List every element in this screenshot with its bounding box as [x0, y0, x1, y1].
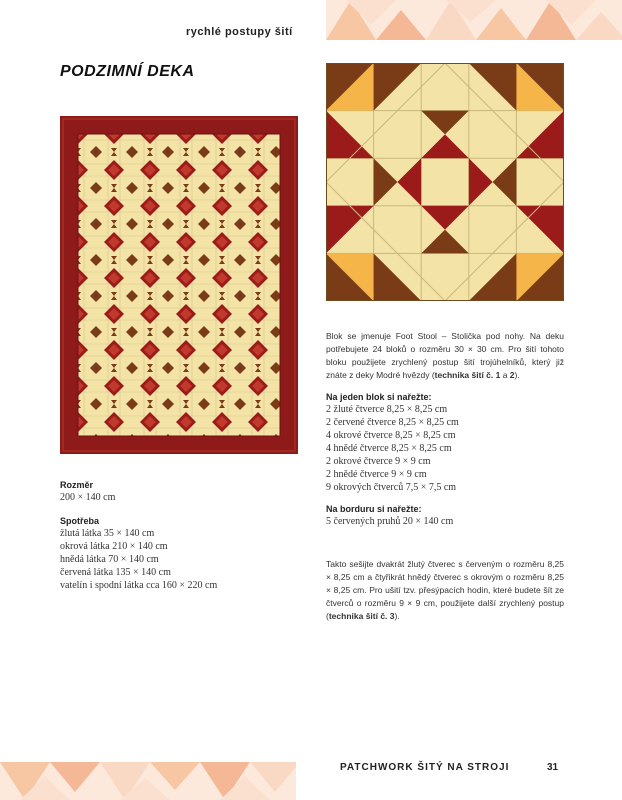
- list-item: 4 hnědé čtverce 8,25 × 8,25 cm: [326, 443, 452, 454]
- usage-heading: Spotřeba: [60, 516, 100, 526]
- list-item: okrová látka 210 × 140 cm: [60, 541, 168, 552]
- decorative-pattern-bottom: [0, 762, 296, 800]
- intro-paragraph: Blok se jmenuje Foot Stool – Stolička pod nohy. Na deku potřebujete 24 bloků o rozměru 30 × 30 cm. Pro šití tohoto bloku použijete zrychlený postup šití trojúhelníků, který již znáte z deky Modré hvězdy (technika šití č. 1 a 2).: [326, 331, 564, 380]
- list-item: 2 okrové čtverce 9 × 9 cm: [326, 456, 431, 467]
- instructions-column: [326, 330, 564, 623]
- usage-list: [60, 527, 300, 592]
- list-item: 2 žluté čtverce 8,25 × 8,25 cm: [326, 404, 448, 415]
- footer-book-title: PATCHWORK ŠITÝ NA STROJI: [340, 762, 510, 773]
- quilt-illustration: [60, 116, 298, 454]
- list-item: 2 hnědé čtverce 9 × 9 cm: [326, 469, 427, 480]
- size-value: 200 × 140 cm: [60, 492, 116, 503]
- technique-reference: 2: [509, 370, 515, 380]
- list-item: 2 červené čtverce 8,25 × 8,25 cm: [326, 417, 459, 428]
- list-item: žlutá látka 35 × 140 cm: [60, 528, 155, 539]
- page-title: PODZIMNÍ DEKA: [60, 63, 195, 80]
- page-number: 31: [547, 762, 559, 773]
- materials-column: [60, 480, 300, 592]
- cut-block-list: [326, 403, 564, 494]
- decorative-pattern-top: [326, 0, 622, 40]
- cut-border-list: [326, 515, 564, 528]
- list-item: hnědá látka 70 × 140 cm: [60, 554, 159, 565]
- running-head: rychlé postupy šití: [186, 26, 293, 38]
- list-item: červená látka 135 × 140 cm: [60, 567, 171, 578]
- size-heading: Rozměr: [60, 480, 94, 490]
- sewing-paragraph: Takto sešijte dvakrát žlutý čtverec s červeným o rozměru 8,25 × 8,25 cm a čtyřikrát hnědý čtverec s okrovým o rozměru 8,25 × 8,25 cm. Pro ušití tzv. přesýpacích hodin, které budete šít ze čtverců o rozměru 9 × 9 cm, použijete další zrychlený postup (technika šití č. 3).: [326, 559, 564, 621]
- technique-reference: technika šití č. 3: [328, 611, 395, 621]
- list-item: vatelín i spodní látka cca 160 × 220 cm: [60, 580, 218, 591]
- cut-block-heading: Na jeden blok si nařežte:: [326, 392, 432, 402]
- technique-reference: technika šití č. 1: [434, 370, 501, 380]
- block-illustration: [326, 63, 564, 301]
- list-item: 9 okrových čtverců 7,5 × 7,5 cm: [326, 482, 457, 493]
- cut-border-heading: Na borduru si nařežte:: [326, 504, 422, 514]
- list-item: 5 červených pruhů 20 × 140 cm: [326, 516, 454, 527]
- list-item: 4 okrové čtverce 8,25 × 8,25 cm: [326, 430, 456, 441]
